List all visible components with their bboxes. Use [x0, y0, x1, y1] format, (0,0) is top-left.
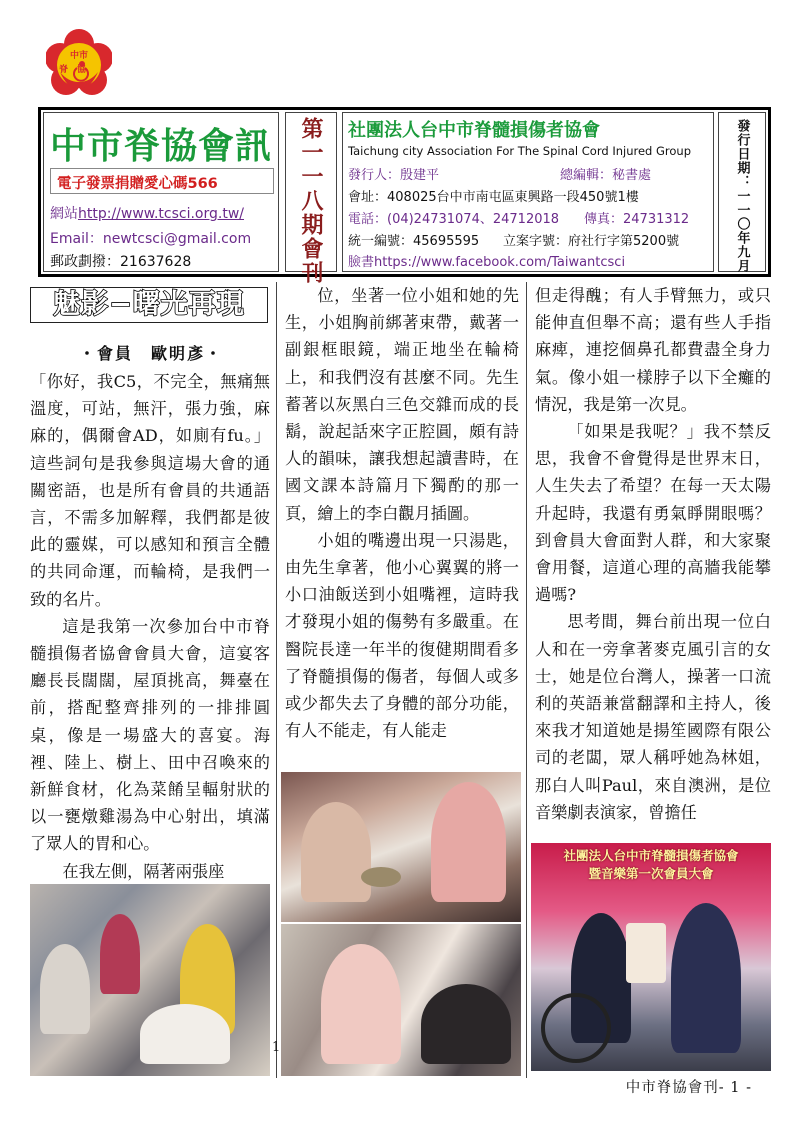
paragraph: 位，坐著一位小姐和她的先生，小姐胸前綁著束帶，戴著一副銀框眼鏡，端正地坐在輪椅上，和我們沒有甚麼不同。先生蓄著以灰黑白三色交雜而成的長鬍，說起話來字正腔圓，頗有詩人的韻味，讓我想起讀書時，在國文課本詩篇月下獨酌的那一頁，繪上的李白觀月插圖。	[285, 286, 519, 523]
paragraph: 「如果是我呢？」我不禁反思，我會不會覺得是世界末日，人生失去了希望？在每一天太陽升起時，我還有勇氣睜開眼嗎？到會員大會面對人群，和大家聚會用餐，這道心理的高牆我能攀過嗎?	[535, 422, 771, 605]
email-line[interactable]: Email：newtcsci@gmail.com	[50, 231, 252, 247]
phone: 電話：(04)24731074、24712018	[348, 212, 560, 227]
fax: 傳真：24731312	[584, 212, 690, 227]
banner-line-2: 暨音樂第一次會員大會	[588, 866, 714, 881]
article-byline: ・會員 歐明彥・	[78, 344, 223, 363]
facebook-link[interactable]: 臉書https://www.facebook.com/Taiwantcsci	[348, 255, 626, 270]
postal-account: 郵政劃撥：21637628	[50, 254, 192, 270]
website-line	[50, 203, 276, 223]
organization-name-english: Taichung city Association For The Spinal Cord Injured Group	[348, 144, 692, 158]
publish-date: 發行日期：一一〇年九月	[734, 119, 750, 273]
address: 會址：408025台中市南屯區東興路一段450號1樓	[348, 190, 639, 205]
article-column-1	[30, 368, 270, 884]
page-side-mark: 1	[272, 1040, 281, 1055]
photo-caregiver-feeding	[281, 924, 521, 1076]
photo-award-presentation	[531, 843, 771, 1071]
website-link[interactable]: http://www.tcsci.org.tw/	[78, 206, 244, 222]
wheelchair-wheel-icon	[541, 993, 611, 1063]
publisher: 發行人：殷建平	[348, 168, 440, 183]
logo-text-bottom: 脊 協	[59, 65, 87, 75]
article-column-2	[285, 282, 519, 772]
column-divider	[276, 282, 277, 1078]
registration-number: 立案字號：府社行字第5200號	[503, 234, 680, 249]
logo-text-top: 中市	[70, 51, 89, 61]
editor: 總編輯：秘書處	[560, 168, 652, 183]
organization-name: 社團法人台中市脊髓損傷者協會	[348, 120, 600, 141]
paragraph: 小姐的嘴邊出現一只湯匙，由先生拿著，他小心翼翼的將一小口油飯送到小姐嘴裡，這時我才發現小姐的傷勢有多嚴重。在醫院長達一年半的復健期間看多了脊髓損傷的傷者，每個人或多或少都失去了身體的部分功能，有人不能走，有人能走	[285, 530, 519, 741]
publish-date-box	[718, 112, 766, 272]
donation-code: 電子發票捐贈愛心碼566	[50, 168, 274, 194]
paragraph: 但走得醜；有人手臂無力，或只能伸直但舉不高；還有些人手指麻痺，連挖個鼻孔都費盡全身力氣。像小姐一樣脖子以下全癱的情況，我是第一次見。	[535, 286, 771, 414]
banner-line-1: 社團法人台中市脊髓損傷者協會	[563, 848, 739, 863]
issue-box	[285, 112, 337, 285]
photo-feeding-moment	[281, 772, 521, 922]
website-label: 網站	[50, 206, 78, 222]
article-column-3	[535, 282, 771, 842]
association-logo	[46, 28, 112, 100]
event-banner	[537, 847, 765, 883]
paragraph: 「你好，我C5，不完全，無痛無溫度，可站，無汗，張力強，麻麻的，偶爾會AD，如廁有fu。」這些詞句是我參與這場大會的通關密語，也是所有會員的共通語言，不需多加解釋，我們都是彼此的靈媒，可以感知和預言全體的共同命運，而輪椅，是我們一致的名片。	[30, 372, 270, 609]
page-footer: 中市脊協會刊- 1 -	[625, 1080, 752, 1096]
paragraph: 這是我第一次參加台中市脊髓損傷者協會會員大會，這宴客廳長長闊闊，屋頂挑高，舞臺在前，搭配整齊排列的一排排圓桌，像是一場盛大的喜宴。海裡、陸上、樹上、田中召喚來的新鮮食材，化為菜餚呈輻射狀的以一甕燉雞湯為中心射出，填滿了眾人的胃和心。	[30, 616, 270, 854]
issue-number: 第一一八期會刊	[298, 117, 324, 285]
newsletter-title: 中市脊協會訊	[50, 126, 273, 167]
article-title: 魅影−曙光再現	[30, 287, 268, 323]
column-divider	[526, 282, 527, 1078]
tax-id: 統一編號：45695595	[348, 234, 480, 249]
photo-registration-desk	[30, 884, 270, 1076]
paragraph: 在我左側，隔著兩張座	[62, 861, 225, 881]
paragraph: 思考間，舞台前出現一位白人和在一旁拿著麥克風引言的女士，她是位台灣人，操著一口流利的英語兼當翻譯和主持人，後來我才知道她是揚笙國際有限公司的老闆，眾人稱呼她為林姐，那白人叫Paul，來自澳洲，是位音樂劇表演家，曾擔任	[535, 612, 771, 822]
